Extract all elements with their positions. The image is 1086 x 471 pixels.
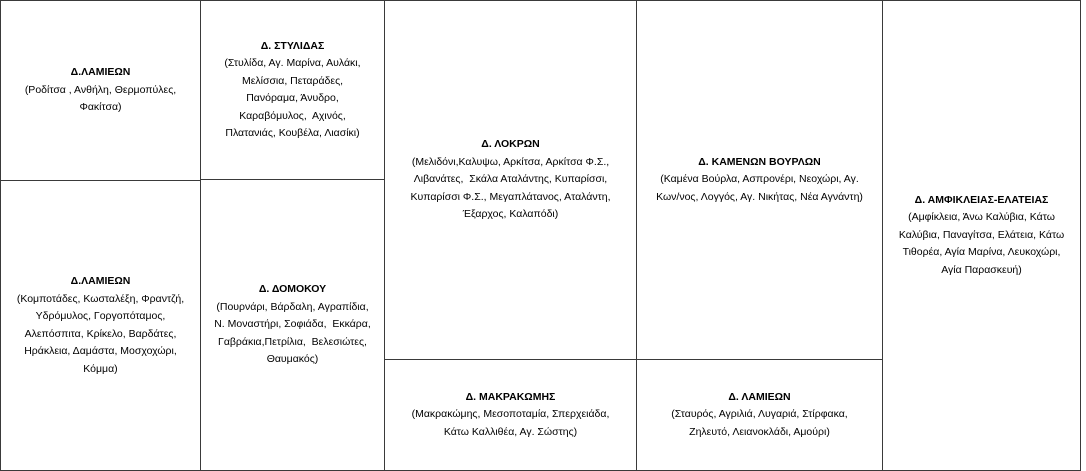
municipality-title: Δ.ΛΑΜΙΕΩΝ (70, 275, 131, 287)
cell-domokos (201, 180, 385, 471)
villages-line: Κάτω Καλλιθέα, Αγ. Σώστης) (443, 425, 578, 438)
cell-lokron (385, 1, 637, 360)
villages-line: Πανόραμα, Άνυδρο, (246, 92, 339, 104)
villages-line: Πλατανιάς, Κουβέλα, Λιασίκι) (225, 127, 360, 139)
villages-line: (Μακρακώμης, Μεσοποταμία, Σπερχειάδα, (411, 408, 610, 421)
villages-line: Υδρόμυλος, Γοργοπόταμος, (35, 310, 166, 322)
villages-line: Γαβράκια,Πετρίλια, Βελεσιώτες, (218, 335, 367, 348)
cell-kamena-vourla (637, 1, 883, 360)
villages-line: (Στυλίδα, Αγ. Μαρίνα, Αυλάκι, (224, 57, 361, 69)
villages-line: Φακίτσα) (79, 101, 122, 114)
municipality-title: Δ. ΜΑΚΡΑΚΩΜΗΣ (465, 390, 556, 403)
villages-line: Καραβόμυλος, Αχινός, (239, 109, 346, 122)
municipality-title: Δ. ΔΟΜΟΚΟΥ (258, 283, 327, 296)
villages-line: Ζηλευτό, Λειανοκλάδι, Αμούρι) (689, 425, 830, 438)
villages-line: (Καμένα Βούρλα, Ασπρονέρι, Νεοχώρι, Αγ. (660, 173, 859, 186)
municipality-title: Δ.ΛΑΜΙΕΩΝ (70, 66, 131, 79)
villages-line: Καλύβια, Παναγίτσα, Ελάτεια, Κάτω (898, 228, 1065, 241)
cell-lamia-1 (1, 1, 201, 181)
municipality-title: Δ. ΑΜΦΙΚΛΕΙΑΣ-ΕΛΑΤΕΙΑΣ (914, 193, 1049, 206)
villages-line: Ν. Μοναστήρι, Σοφιάδα, Εκκάρα, (214, 318, 371, 331)
villages-line: Κυπαρίσσι Φ.Σ., Μεγαπλάτανος, Αταλάντη, (410, 190, 611, 203)
cell-amfikleia-elateia (883, 1, 1081, 471)
villages-line: (Μελιδόνι,Καλυψω, Αρκίτσα, Αρκίτσα Φ.Σ., (411, 155, 610, 168)
villages-line: (Κομποτάδες, Κωσταλέξη, Φραντζή, (16, 292, 185, 305)
villages-line: Κων/νος, Λογγός, Αγ. Νικήτας, Νέα Αγνάντη) (656, 190, 863, 203)
cell-lamia-3 (637, 360, 883, 471)
villages-line: (Αμφίκλεια, Άνω Καλύβια, Κάτω (908, 211, 1055, 224)
cell-lamia-2 (1, 181, 201, 471)
cell-makrakomi (385, 360, 637, 471)
villages-line: Μελίσσια, Πεταράδες, (241, 74, 344, 87)
villages-line: (Σταυρός, Αγριλιά, Λυγαριά, Στίρφακα, (671, 408, 848, 421)
municipality-title: Δ. ΛΟΚΡΩΝ (481, 138, 540, 151)
villages-line: Λιβανάτες, Σκάλα Αταλάντης, Κυπαρίσσι, (413, 173, 608, 186)
municipality-title: Δ. ΛΑΜΙΕΩΝ (728, 390, 791, 403)
villages-line: Τιθορέα, Αγία Μαρίνα, Λευκοχώρι, (902, 246, 1061, 259)
villages-line: Ηράκλεια, Δαμάστα, Μοσχοχώρι, (24, 345, 177, 357)
cell-stylida (201, 1, 385, 180)
villages-line: Αλεπόσπιτα, Κρίκελο, Βαρδάτες, (24, 327, 177, 340)
municipality-title: Δ. ΚΑΜΕΝΩΝ ΒΟΥΡΛΩΝ (698, 155, 821, 168)
villages-line: Αγία Παρασκευή) (941, 263, 1022, 276)
villages-line: Έξαρχος, Καλαπόδι) (462, 208, 559, 221)
villages-line: Θαυμακός) (266, 353, 319, 366)
villages-line: Κόμμα) (83, 362, 118, 375)
villages-line: (Πουρνάρι, Βάρδαλη, Αγραπίδια, (216, 300, 369, 313)
municipality-title: Δ. ΣΤΥΛΙΔΑΣ (260, 39, 325, 52)
villages-line: (Ροδίτσα , Ανθήλη, Θερμοπύλες, (24, 83, 177, 96)
